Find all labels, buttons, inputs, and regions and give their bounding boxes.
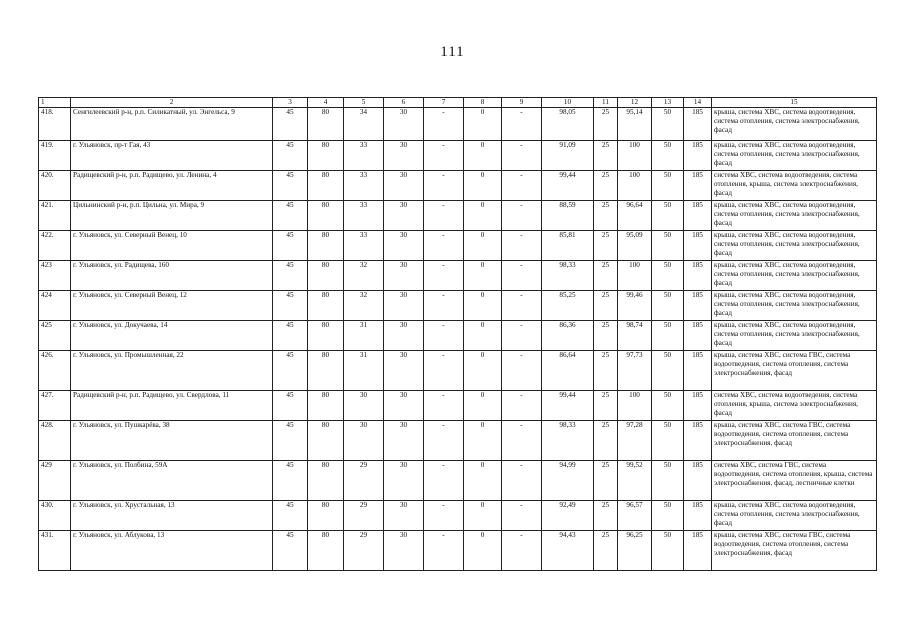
column-number: 6 — [384, 98, 424, 108]
row-number: 428. — [39, 421, 71, 461]
row-number: 418. — [39, 108, 71, 141]
table-row — [39, 141, 877, 171]
table-row — [39, 201, 877, 231]
page-number: 111 — [440, 44, 465, 60]
value-cell-c6: 30 — [384, 461, 424, 501]
works-list-cell: крыша, система ХВС, система ГВС, система водоотведения, система отопления, система электроснабжения, фасад — [712, 531, 877, 571]
value-cell-c12: 98,74 — [618, 321, 652, 351]
value-cell-c6: 30 — [384, 261, 424, 291]
value-cell-c8: 0 — [464, 421, 502, 461]
address-cell: Цильнинский р-н, р.п. Цильна, ул. Мира, 9 — [71, 201, 273, 231]
column-number: 15 — [712, 98, 877, 108]
value-cell-c9: - — [502, 108, 542, 141]
value-cell-c4: 80 — [308, 421, 344, 461]
row-number: 420. — [39, 171, 71, 201]
value-cell-c13: 50 — [652, 291, 684, 321]
value-cell-c5: 31 — [344, 351, 384, 391]
value-cell-c7: - — [424, 141, 464, 171]
row-number: 422. — [39, 231, 71, 261]
value-cell-c11: 25 — [594, 391, 618, 421]
value-cell-c10: 85,81 — [542, 231, 594, 261]
address-cell: г. Ульяновск, ул. Полбина, 59А — [71, 461, 273, 501]
works-list-cell: система ХВС, система ГВС, система водоотведения, система отопления, крыша, система электроснабжения, фасад, лестничные клетки — [712, 461, 877, 501]
value-cell-c10: 85,25 — [542, 291, 594, 321]
value-cell-c9: - — [502, 351, 542, 391]
value-cell-c7: - — [424, 461, 464, 501]
value-cell-c14: 185 — [684, 461, 712, 501]
value-cell-c8: 0 — [464, 171, 502, 201]
column-number: 2 — [71, 98, 273, 108]
value-cell-c11: 25 — [594, 141, 618, 171]
value-cell-c13: 50 — [652, 501, 684, 531]
row-number: 430. — [39, 501, 71, 531]
value-cell-c14: 185 — [684, 201, 712, 231]
value-cell-c5: 33 — [344, 231, 384, 261]
table-row — [39, 171, 877, 201]
value-cell-c9: - — [502, 171, 542, 201]
value-cell-c9: - — [502, 231, 542, 261]
value-cell-c3: 45 — [273, 261, 308, 291]
value-cell-c7: - — [424, 391, 464, 421]
value-cell-c12: 97,28 — [618, 421, 652, 461]
works-list-cell: крыша, система ХВС, система водоотведения, система отопления, система электроснабжения, фасад — [712, 501, 877, 531]
value-cell-c14: 185 — [684, 351, 712, 391]
value-cell-c10: 98,05 — [542, 108, 594, 141]
value-cell-c7: - — [424, 231, 464, 261]
value-cell-c7: - — [424, 321, 464, 351]
row-number: 421. — [39, 201, 71, 231]
value-cell-c7: - — [424, 108, 464, 141]
address-cell: г. Ульяновск, ул. Хрустальная, 13 — [71, 501, 273, 531]
value-cell-c3: 45 — [273, 531, 308, 571]
address-cell: Радищевский р-н, р.п. Радищево, ул. Свердлова, 11 — [71, 391, 273, 421]
address-cell: Радищевский р-н, р.п. Радищево, ул. Ленина, 4 — [71, 171, 273, 201]
value-cell-c8: 0 — [464, 501, 502, 531]
value-cell-c11: 25 — [594, 501, 618, 531]
value-cell-c13: 50 — [652, 351, 684, 391]
value-cell-c14: 185 — [684, 291, 712, 321]
column-number: 1 — [39, 98, 71, 108]
value-cell-c10: 98,33 — [542, 261, 594, 291]
value-cell-c11: 25 — [594, 261, 618, 291]
works-list-cell: крыша, система ХВС, система водоотведения, система отопления, система электроснабжения, фасад — [712, 321, 877, 351]
value-cell-c11: 25 — [594, 201, 618, 231]
value-cell-c9: - — [502, 201, 542, 231]
table-row — [39, 501, 877, 531]
value-cell-c5: 33 — [344, 141, 384, 171]
table-row — [39, 291, 877, 321]
address-cell: Сенгилеевский р-н, р.п. Силикатный, ул. Энгельса, 9 — [71, 108, 273, 141]
value-cell-c7: - — [424, 421, 464, 461]
row-number: 431. — [39, 531, 71, 571]
value-cell-c12: 100 — [618, 261, 652, 291]
table-row — [39, 531, 877, 571]
value-cell-c13: 50 — [652, 201, 684, 231]
value-cell-c14: 185 — [684, 171, 712, 201]
value-cell-c4: 80 — [308, 201, 344, 231]
works-list-cell: крыша, система ХВС, система водоотведения, система отопления, система электроснабжения, фасад — [712, 291, 877, 321]
value-cell-c5: 31 — [344, 321, 384, 351]
value-cell-c6: 30 — [384, 421, 424, 461]
value-cell-c4: 80 — [308, 108, 344, 141]
row-number: 427. — [39, 391, 71, 421]
value-cell-c12: 95,09 — [618, 231, 652, 261]
value-cell-c13: 50 — [652, 261, 684, 291]
address-cell: г. Ульяновск, ул. Северный Венец, 12 — [71, 291, 273, 321]
value-cell-c5: 34 — [344, 108, 384, 141]
value-cell-c12: 100 — [618, 141, 652, 171]
works-list-cell: крыша, система ХВС, система водоотведения, система отопления, система электроснабжения, фасад — [712, 201, 877, 231]
column-number: 7 — [424, 98, 464, 108]
value-cell-c8: 0 — [464, 461, 502, 501]
value-cell-c13: 50 — [652, 108, 684, 141]
value-cell-c13: 50 — [652, 141, 684, 171]
value-cell-c5: 33 — [344, 171, 384, 201]
value-cell-c8: 0 — [464, 531, 502, 571]
value-cell-c4: 80 — [308, 501, 344, 531]
value-cell-c8: 0 — [464, 231, 502, 261]
table-row — [39, 391, 877, 421]
value-cell-c10: 92,49 — [542, 501, 594, 531]
value-cell-c10: 88,59 — [542, 201, 594, 231]
table-body — [39, 98, 877, 571]
value-cell-c9: - — [502, 391, 542, 421]
value-cell-c5: 30 — [344, 421, 384, 461]
value-cell-c10: 99,44 — [542, 171, 594, 201]
address-cell: г. Ульяновск, ул. Промышленная, 22 — [71, 351, 273, 391]
works-list-cell: крыша, система ХВС, система ГВС, система водоотведения, система отопления, система электроснабжения, фасад — [712, 421, 877, 461]
value-cell-c3: 45 — [273, 108, 308, 141]
row-number: 424 — [39, 291, 71, 321]
value-cell-c14: 185 — [684, 531, 712, 571]
value-cell-c12: 96,64 — [618, 201, 652, 231]
works-list-cell: крыша, система ХВС, система ГВС, система водоотведения, система отопления, система электроснабжения, фасад — [712, 351, 877, 391]
table-row — [39, 108, 877, 141]
value-cell-c6: 30 — [384, 501, 424, 531]
value-cell-c3: 45 — [273, 351, 308, 391]
value-cell-c11: 25 — [594, 421, 618, 461]
value-cell-c3: 45 — [273, 141, 308, 171]
value-cell-c14: 185 — [684, 321, 712, 351]
table-row — [39, 231, 877, 261]
value-cell-c4: 80 — [308, 351, 344, 391]
row-number: 419. — [39, 141, 71, 171]
value-cell-c3: 45 — [273, 231, 308, 261]
value-cell-c12: 99,46 — [618, 291, 652, 321]
value-cell-c10: 86,64 — [542, 351, 594, 391]
value-cell-c8: 0 — [464, 108, 502, 141]
column-number: 5 — [344, 98, 384, 108]
value-cell-c10: 99,44 — [542, 391, 594, 421]
value-cell-c11: 25 — [594, 531, 618, 571]
value-cell-c9: - — [502, 141, 542, 171]
value-cell-c6: 30 — [384, 291, 424, 321]
works-list-cell: крыша, система ХВС, система водоотведения, система отопления, система электроснабжения, фасад — [712, 141, 877, 171]
value-cell-c6: 30 — [384, 201, 424, 231]
works-list-cell: система ХВС, система водоотведения, система отопления, крыша, система электроснабжения, фасад — [712, 391, 877, 421]
housing-repair-table — [38, 97, 877, 571]
value-cell-c9: - — [502, 531, 542, 571]
works-list-cell: крыша, система ХВС, система водоотведения, система отопления, система электроснабжения, фасад — [712, 261, 877, 291]
works-list-cell: крыша, система ХВС, система водоотведения, система отопления, система электроснабжения, фасад — [712, 231, 877, 261]
value-cell-c13: 50 — [652, 421, 684, 461]
value-cell-c8: 0 — [464, 201, 502, 231]
value-cell-c14: 185 — [684, 141, 712, 171]
address-cell: г. Ульяновск, пр-т Гая, 43 — [71, 141, 273, 171]
value-cell-c12: 97,73 — [618, 351, 652, 391]
value-cell-c12: 100 — [618, 171, 652, 201]
value-cell-c12: 96,25 — [618, 531, 652, 571]
column-number: 11 — [594, 98, 618, 108]
row-number: 423 — [39, 261, 71, 291]
value-cell-c11: 25 — [594, 321, 618, 351]
value-cell-c3: 45 — [273, 171, 308, 201]
value-cell-c9: - — [502, 261, 542, 291]
value-cell-c11: 25 — [594, 108, 618, 141]
value-cell-c4: 80 — [308, 531, 344, 571]
address-cell: г. Ульяновск, ул. Радищева, 160 — [71, 261, 273, 291]
value-cell-c7: - — [424, 501, 464, 531]
column-number-row — [39, 98, 877, 108]
value-cell-c13: 50 — [652, 171, 684, 201]
value-cell-c14: 185 — [684, 391, 712, 421]
value-cell-c6: 30 — [384, 141, 424, 171]
column-number: 14 — [684, 98, 712, 108]
value-cell-c7: - — [424, 201, 464, 231]
value-cell-c6: 30 — [384, 231, 424, 261]
value-cell-c12: 95,14 — [618, 108, 652, 141]
table-row — [39, 351, 877, 391]
works-list-cell: крыша, система ХВС, система водоотведения, система отопления, система электроснабжения, фасад — [712, 108, 877, 141]
value-cell-c14: 185 — [684, 231, 712, 261]
address-cell: г. Ульяновск, ул. Аблукова, 13 — [71, 531, 273, 571]
value-cell-c3: 45 — [273, 421, 308, 461]
value-cell-c4: 80 — [308, 461, 344, 501]
value-cell-c13: 50 — [652, 391, 684, 421]
value-cell-c7: - — [424, 171, 464, 201]
value-cell-c5: 30 — [344, 391, 384, 421]
value-cell-c13: 50 — [652, 531, 684, 571]
value-cell-c7: - — [424, 261, 464, 291]
value-cell-c10: 91,09 — [542, 141, 594, 171]
value-cell-c5: 33 — [344, 201, 384, 231]
row-number: 425 — [39, 321, 71, 351]
value-cell-c5: 32 — [344, 261, 384, 291]
value-cell-c11: 25 — [594, 351, 618, 391]
value-cell-c8: 0 — [464, 391, 502, 421]
value-cell-c10: 94,99 — [542, 461, 594, 501]
address-cell: г. Ульяновск, ул. Докучаева, 14 — [71, 321, 273, 351]
address-cell: г. Ульяновск, ул. Пушкарёва, 38 — [71, 421, 273, 461]
value-cell-c5: 29 — [344, 461, 384, 501]
column-number: 13 — [652, 98, 684, 108]
address-cell: г. Ульяновск, ул. Северный Венец, 10 — [71, 231, 273, 261]
column-number: 4 — [308, 98, 344, 108]
value-cell-c5: 32 — [344, 291, 384, 321]
value-cell-c4: 80 — [308, 231, 344, 261]
value-cell-c6: 30 — [384, 171, 424, 201]
value-cell-c3: 45 — [273, 291, 308, 321]
value-cell-c13: 50 — [652, 461, 684, 501]
value-cell-c8: 0 — [464, 141, 502, 171]
value-cell-c14: 185 — [684, 421, 712, 461]
value-cell-c4: 80 — [308, 291, 344, 321]
value-cell-c12: 99,52 — [618, 461, 652, 501]
value-cell-c11: 25 — [594, 461, 618, 501]
value-cell-c6: 30 — [384, 351, 424, 391]
value-cell-c14: 185 — [684, 261, 712, 291]
row-number: 426. — [39, 351, 71, 391]
value-cell-c9: - — [502, 501, 542, 531]
value-cell-c3: 45 — [273, 201, 308, 231]
value-cell-c14: 185 — [684, 501, 712, 531]
value-cell-c4: 80 — [308, 141, 344, 171]
value-cell-c3: 45 — [273, 321, 308, 351]
table-row — [39, 421, 877, 461]
column-number: 12 — [618, 98, 652, 108]
value-cell-c6: 30 — [384, 391, 424, 421]
value-cell-c9: - — [502, 461, 542, 501]
value-cell-c7: - — [424, 531, 464, 571]
value-cell-c8: 0 — [464, 261, 502, 291]
value-cell-c11: 25 — [594, 231, 618, 261]
column-number: 9 — [502, 98, 542, 108]
column-number: 3 — [273, 98, 308, 108]
value-cell-c13: 50 — [652, 231, 684, 261]
value-cell-c4: 80 — [308, 391, 344, 421]
works-list-cell: система ХВС, система водоотведения, система отопления, крыша, система электроснабжения, фасад — [712, 171, 877, 201]
value-cell-c9: - — [502, 321, 542, 351]
value-cell-c9: - — [502, 291, 542, 321]
value-cell-c11: 25 — [594, 291, 618, 321]
value-cell-c3: 45 — [273, 501, 308, 531]
value-cell-c10: 94,43 — [542, 531, 594, 571]
value-cell-c6: 30 — [384, 531, 424, 571]
row-number: 429 — [39, 461, 71, 501]
value-cell-c11: 25 — [594, 171, 618, 201]
value-cell-c8: 0 — [464, 351, 502, 391]
value-cell-c5: 29 — [344, 501, 384, 531]
value-cell-c14: 185 — [684, 108, 712, 141]
value-cell-c6: 30 — [384, 321, 424, 351]
value-cell-c9: - — [502, 421, 542, 461]
value-cell-c12: 96,57 — [618, 501, 652, 531]
value-cell-c3: 45 — [273, 461, 308, 501]
value-cell-c4: 80 — [308, 321, 344, 351]
value-cell-c10: 98,33 — [542, 421, 594, 461]
value-cell-c7: - — [424, 351, 464, 391]
table-row — [39, 261, 877, 291]
value-cell-c8: 0 — [464, 321, 502, 351]
value-cell-c4: 80 — [308, 171, 344, 201]
column-number: 10 — [542, 98, 594, 108]
value-cell-c7: - — [424, 291, 464, 321]
value-cell-c13: 50 — [652, 321, 684, 351]
value-cell-c5: 29 — [344, 531, 384, 571]
table-row — [39, 321, 877, 351]
column-number: 8 — [464, 98, 502, 108]
value-cell-c12: 100 — [618, 391, 652, 421]
value-cell-c6: 30 — [384, 108, 424, 141]
value-cell-c8: 0 — [464, 291, 502, 321]
value-cell-c3: 45 — [273, 391, 308, 421]
value-cell-c10: 86,36 — [542, 321, 594, 351]
table-row — [39, 461, 877, 501]
value-cell-c4: 80 — [308, 261, 344, 291]
